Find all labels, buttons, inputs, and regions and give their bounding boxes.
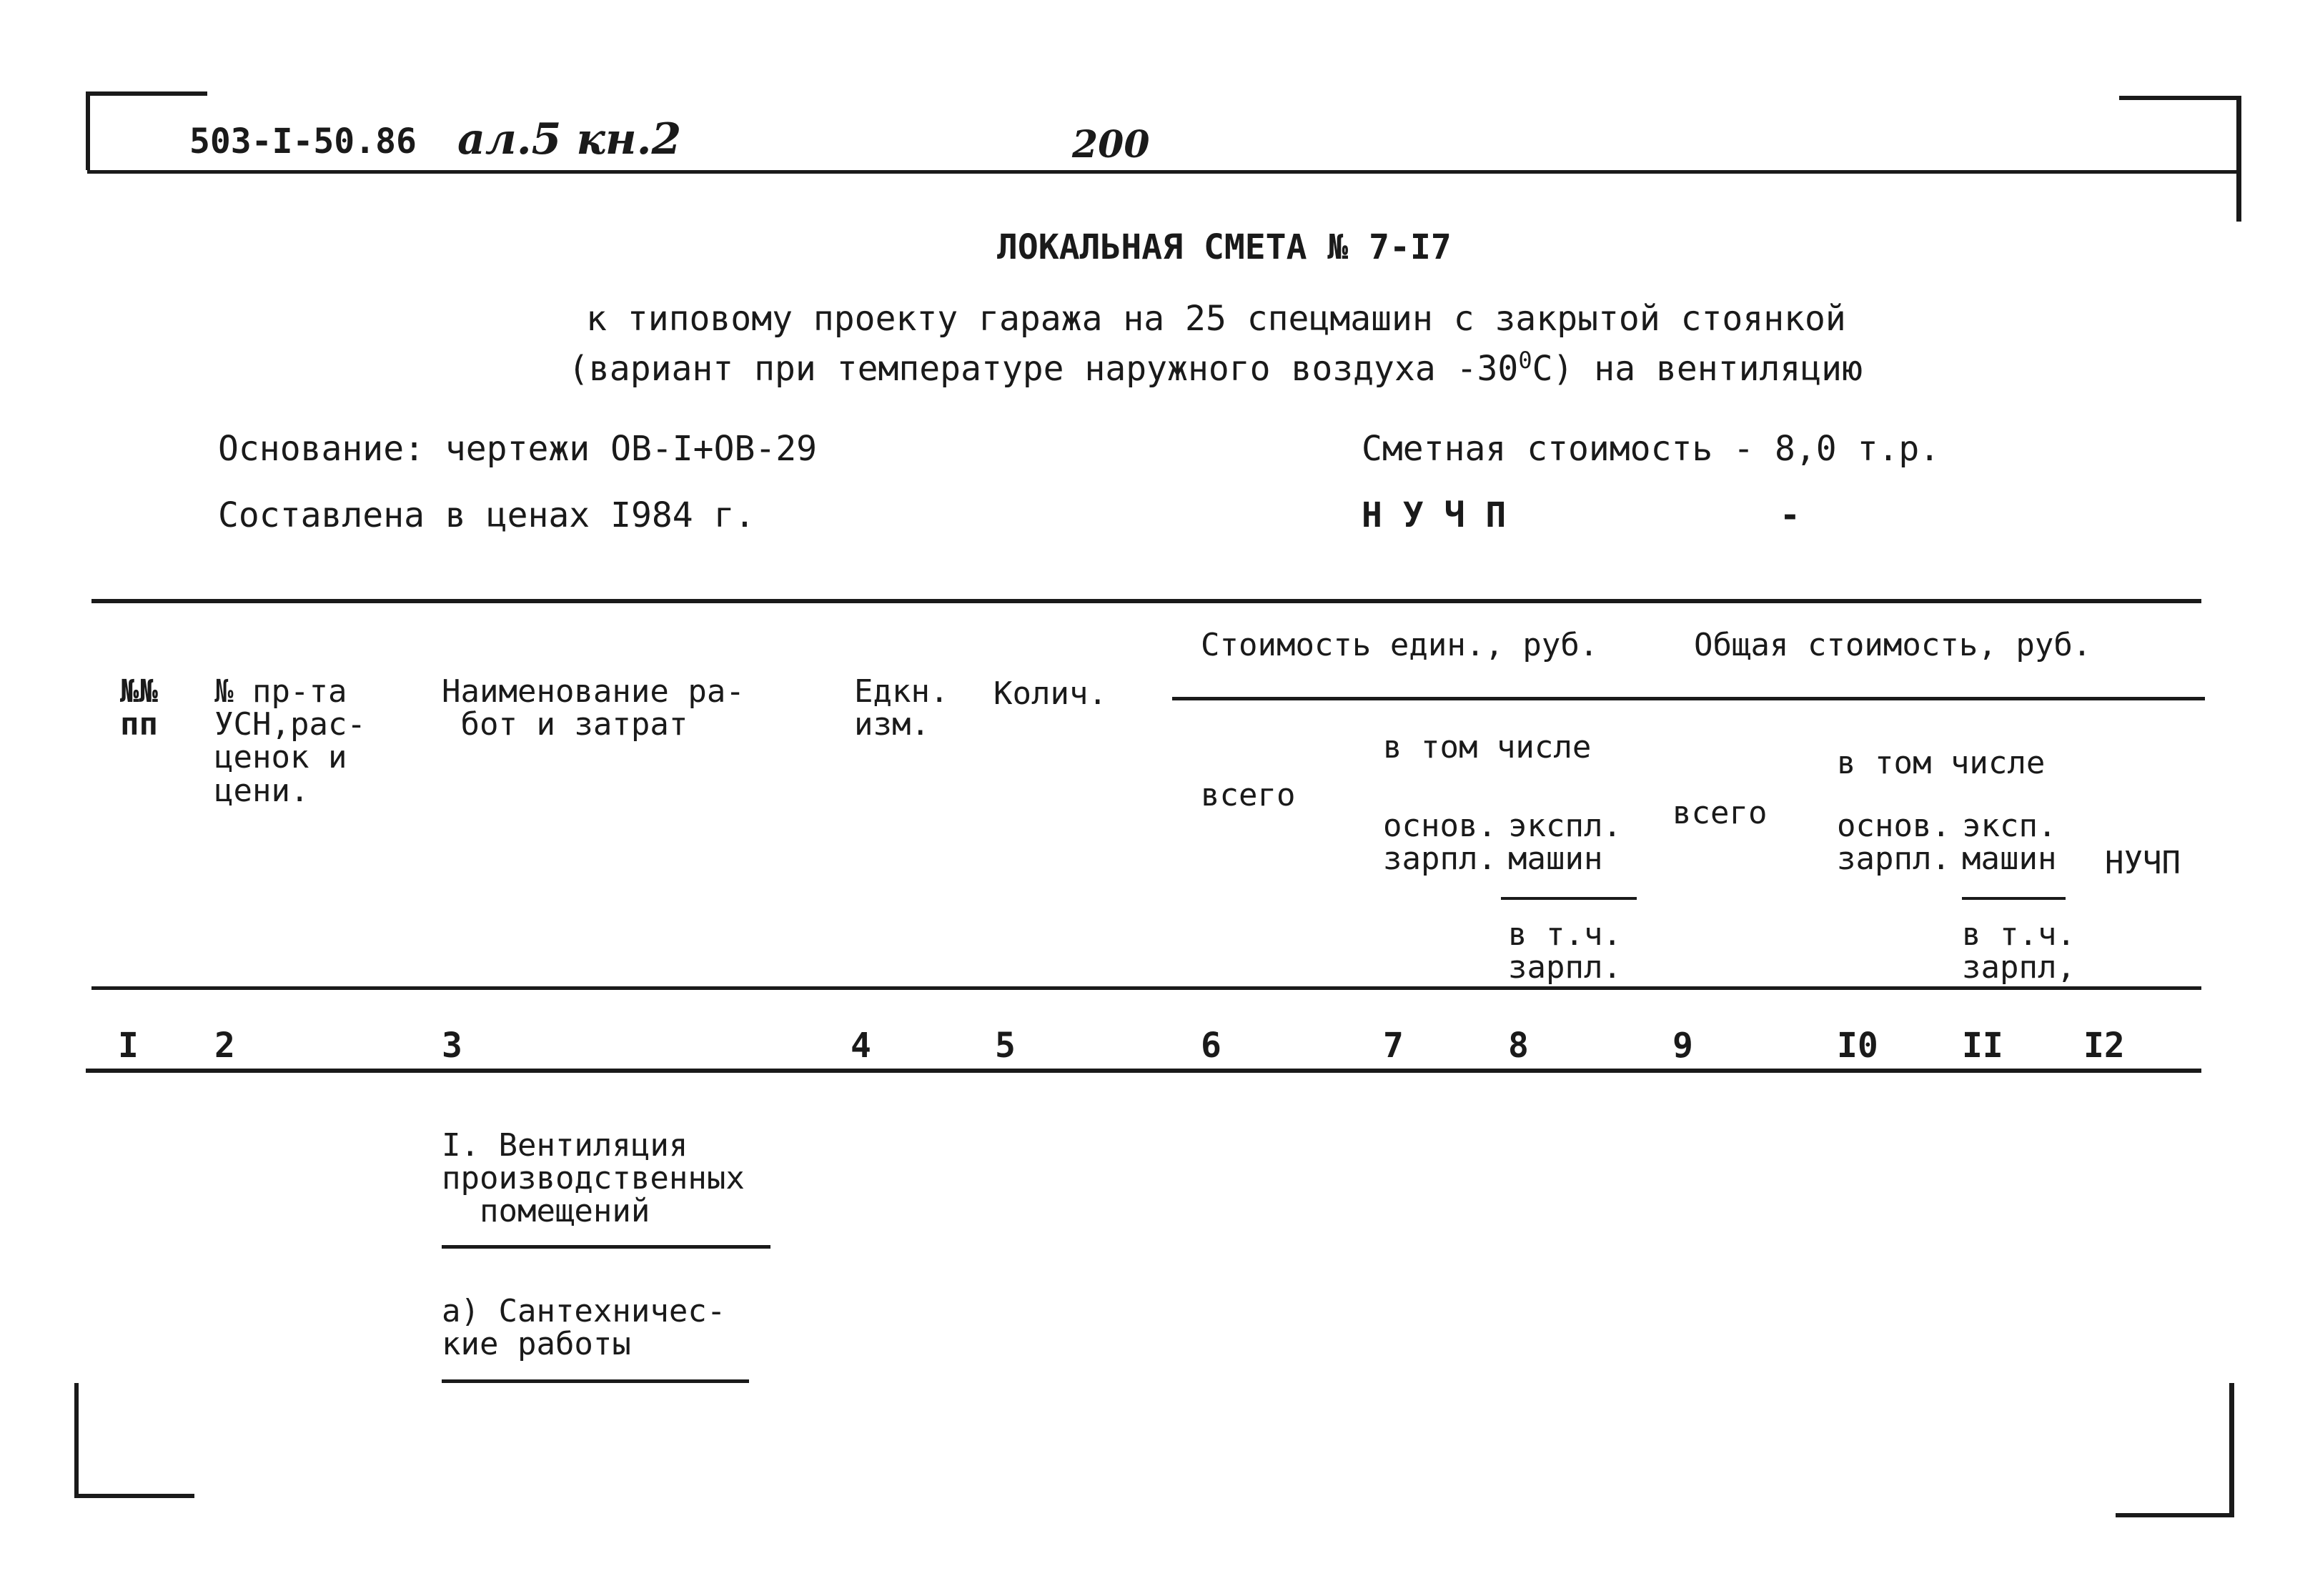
header-total-cost-group: Общая стоимость, руб.	[1694, 627, 2092, 663]
basis-label: Основание: чертежи ОВ-I+ОВ-29	[218, 429, 818, 469]
header-quantity: Колич.	[993, 675, 1107, 712]
header-rule	[87, 170, 2240, 174]
doc-code: 503-I-50.86	[189, 122, 417, 162]
frame-bottom-left-h	[74, 1494, 194, 1498]
header-unit: Едкн. изм.	[854, 673, 949, 743]
nuchp-value: -	[1780, 495, 1800, 535]
column-number-11: II	[1962, 1026, 2003, 1066]
subtitle-line2-pre: (вариант при температуре наружного воздуха -30	[568, 349, 1519, 389]
estimate-subtitle-line2	[568, 347, 1863, 389]
prices-label: Составлена в ценах I984 г.	[218, 495, 755, 535]
header-total-incl: в том числе	[1837, 745, 2046, 781]
column-number-5: 5	[995, 1026, 1016, 1066]
handwritten-reference: ал.5 кн.2	[457, 114, 682, 164]
degree-sup: 0	[1518, 347, 1532, 374]
column-number-6: 6	[1201, 1026, 1221, 1066]
header-unit-total: всего	[1201, 777, 1296, 813]
header-total-total: всего	[1672, 795, 1768, 831]
subtitle-line2-post: С) на вентиляцию	[1532, 349, 1863, 389]
frame-bottom-right-h	[2116, 1513, 2234, 1517]
header-unit-incl: в том числе	[1383, 729, 1592, 765]
page-number: 200	[1072, 123, 1150, 167]
total-machine-rule	[1962, 897, 2066, 900]
header-unit-basic-wages: основ. зарпл.	[1383, 808, 1497, 878]
section-plumbing-title: а) Сантехничес- кие работы	[442, 1293, 726, 1363]
frame-top-left-v	[86, 91, 90, 170]
column-number-3: 3	[442, 1026, 462, 1066]
unit-machine-rule	[1501, 897, 1637, 900]
nuchp-label: Н У Ч П	[1362, 495, 1507, 535]
header-total-machine-wages: в т.ч. зарпл,	[1962, 916, 2076, 986]
header-row-number: №№ пп	[120, 673, 158, 743]
estimate-title: ЛОКАЛЬНАЯ СМЕТА № 7-I7	[997, 227, 1452, 267]
header-nuchp: НУЧП	[2105, 845, 2181, 881]
column-number-4: 4	[851, 1026, 871, 1066]
group-header-rule	[1172, 697, 2205, 700]
header-bottom-rule	[91, 986, 2201, 990]
column-number-9: 9	[1672, 1026, 1693, 1066]
frame-top-right-v	[2236, 96, 2241, 222]
frame-bottom-left-v	[74, 1383, 79, 1497]
header-work-name: Наименование ра- бот и затрат	[442, 673, 745, 743]
estimated-cost: Сметная стоимость - 8,0 т.р.	[1362, 429, 1940, 469]
section-ventilation-title: I. Вентиляция производственных помещений	[442, 1127, 745, 1230]
column-number-10: I0	[1837, 1026, 1878, 1066]
column-number-1: I	[118, 1026, 139, 1066]
frame-top-right-h	[2119, 96, 2241, 100]
header-unit-machine: экспл. машин	[1508, 808, 1622, 878]
frame-top-left-h	[86, 91, 207, 96]
frame-bottom-right-v	[2229, 1383, 2234, 1517]
table-top-rule	[91, 599, 2201, 603]
header-price-ref: № пр-та УСН,рас- ценок и цени.	[214, 673, 366, 809]
header-total-machine: эксп. машин	[1962, 808, 2057, 878]
estimate-subtitle-line1: к типовому проекту гаража на 25 спецмашин с закрытой стоянкой	[586, 299, 1846, 339]
column-number-8: 8	[1508, 1026, 1529, 1066]
column-numbers-rule	[86, 1069, 2201, 1073]
column-number-2: 2	[214, 1026, 235, 1066]
header-unit-cost-group: Стоимость един., руб.	[1201, 627, 1599, 663]
section-ventilation-underline	[442, 1245, 770, 1249]
section-plumbing-underline	[442, 1379, 749, 1383]
column-number-7: 7	[1383, 1026, 1404, 1066]
column-number-12: I2	[2083, 1026, 2125, 1066]
header-total-basic-wages: основ. зарпл.	[1837, 808, 1950, 878]
header-unit-machine-wages: в т.ч. зарпл.	[1508, 916, 1622, 986]
